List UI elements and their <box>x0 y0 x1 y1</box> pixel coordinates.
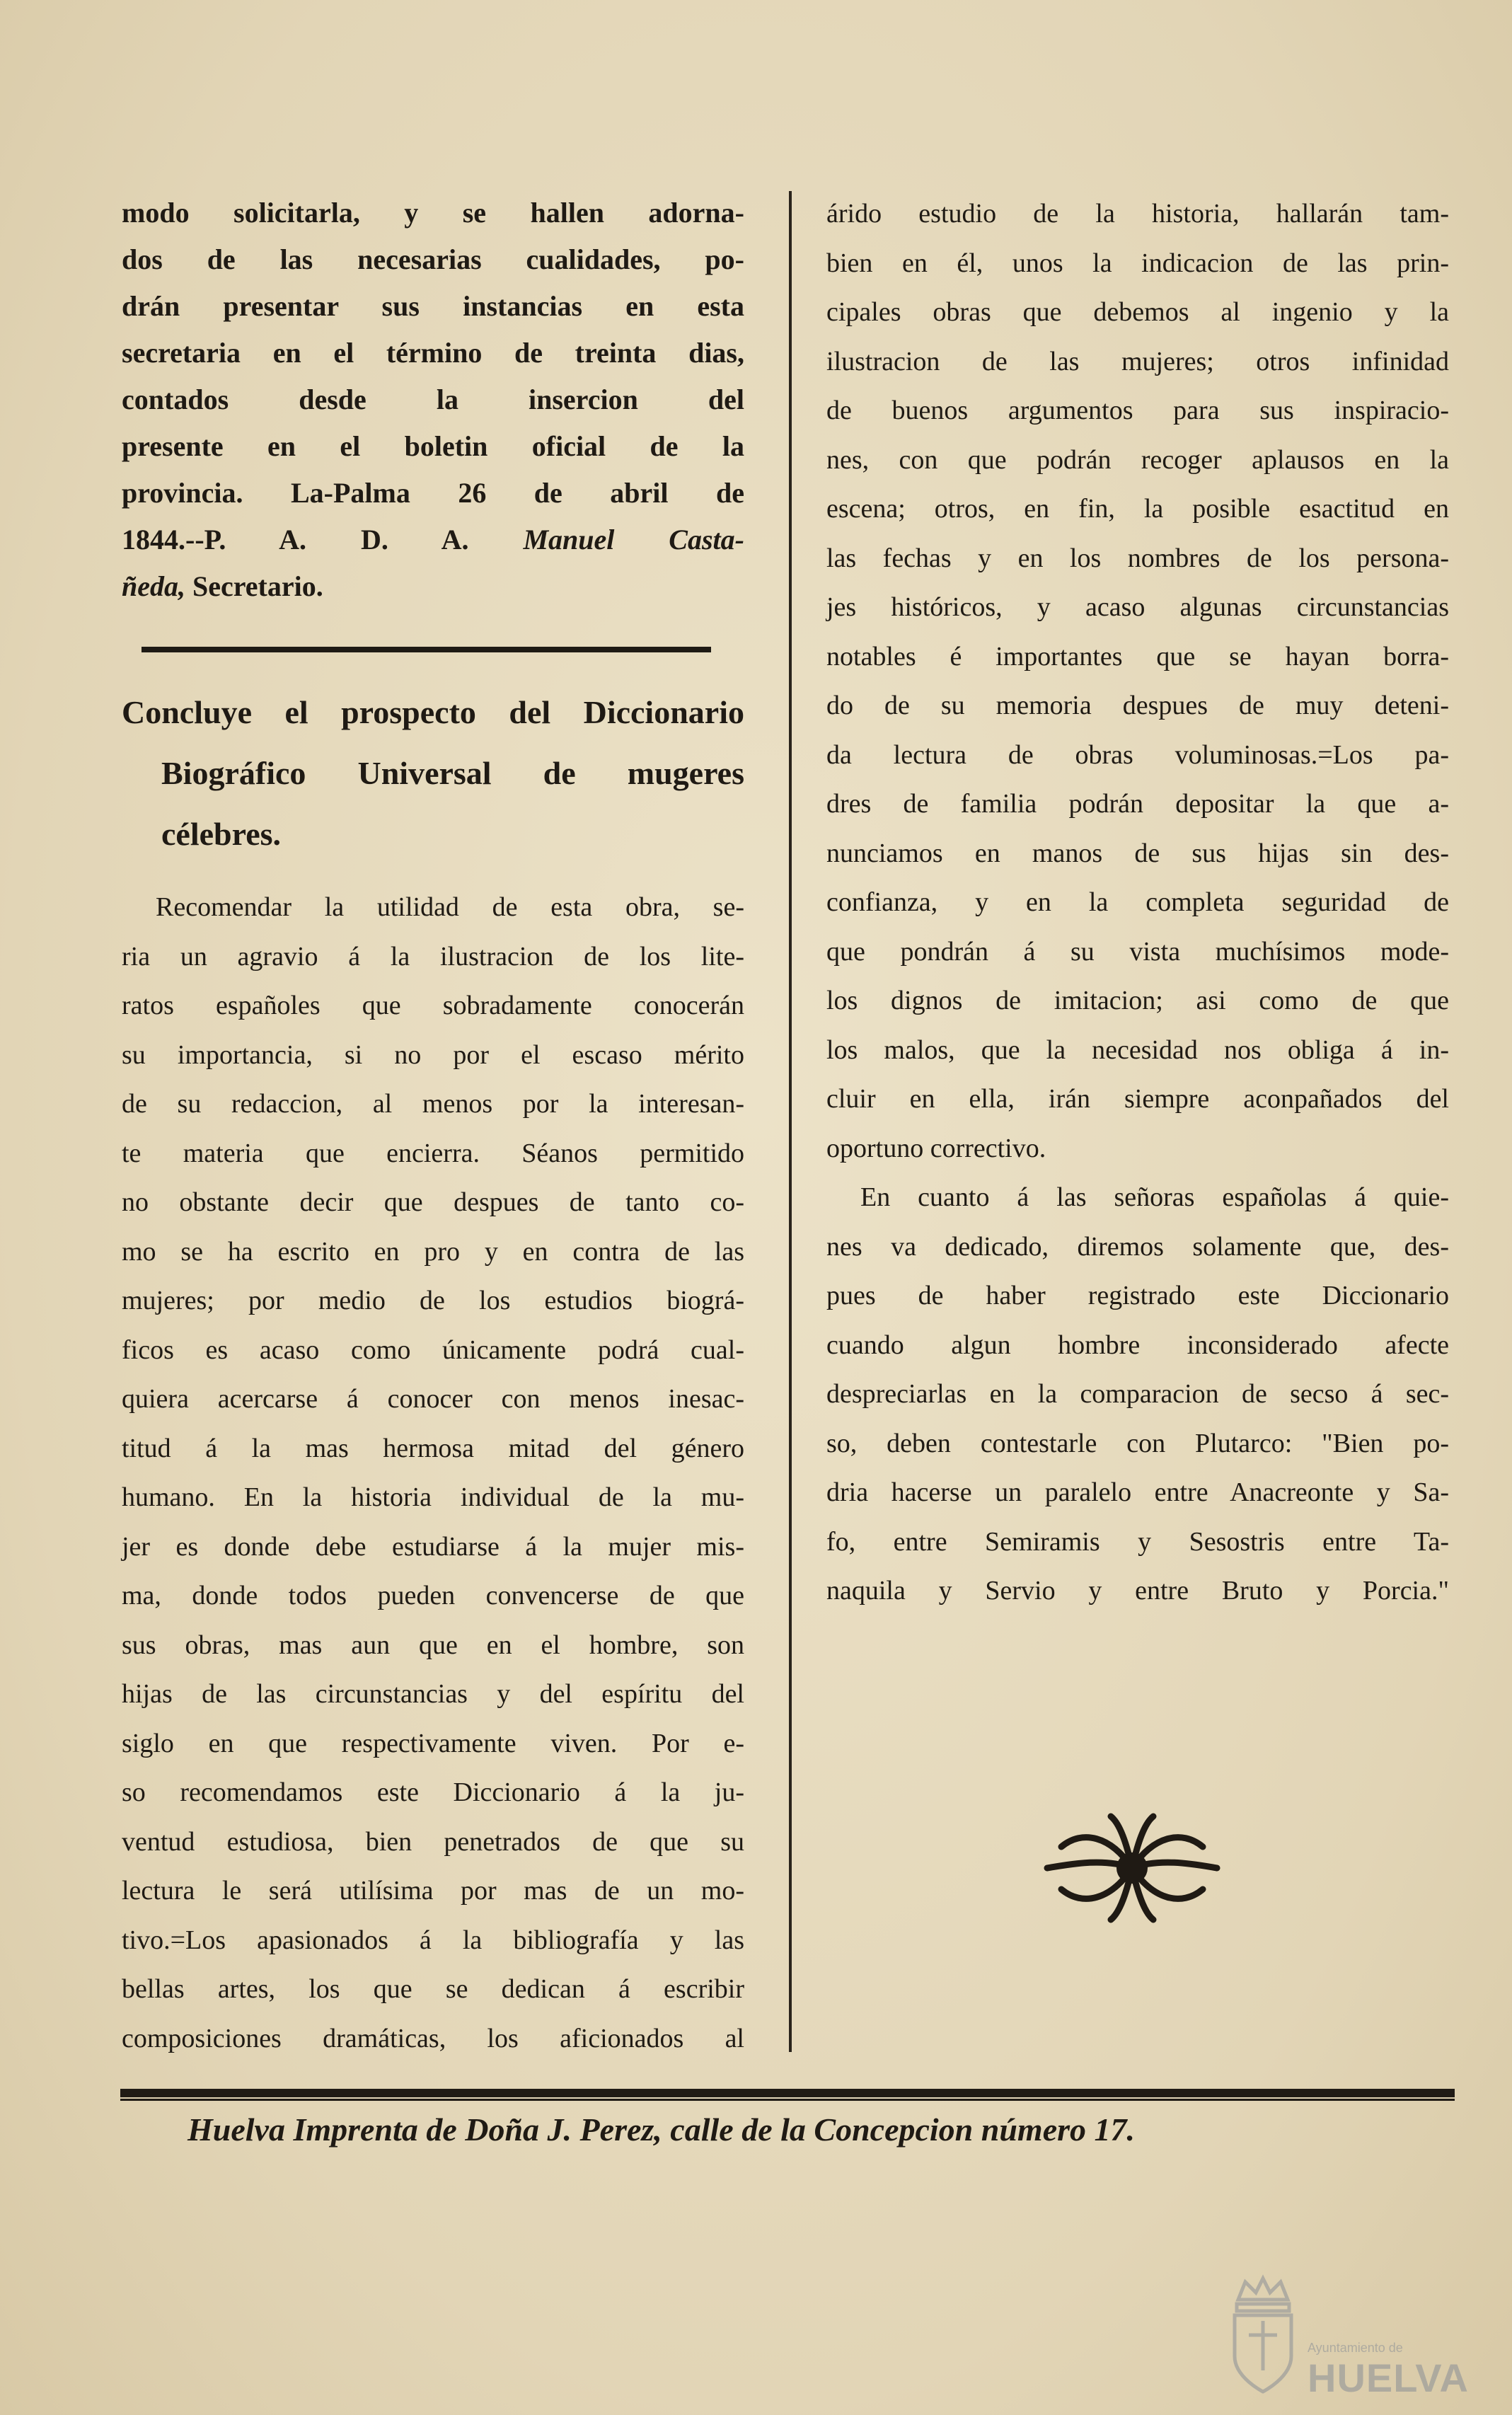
watermark-name: HUELVA <box>1308 2356 1469 2400</box>
article-body-right-p1 <box>826 190 1449 1173</box>
text-line: escena; otros, en fin, la posible esactitud en <box>826 494 1449 524</box>
text-line: notables é importantes que se hayan borra- <box>826 641 1449 672</box>
decorative-ornament-icon <box>1033 1808 1231 1928</box>
text-line: despreciarlas en la comparacion de secso á sec- <box>826 1379 1449 1409</box>
article-body-left <box>122 883 744 2063</box>
text-line: los malos, que la necesidad nos obliga á in- <box>826 1034 1449 1065</box>
text-line: drán presentar sus instancias en esta <box>122 290 744 322</box>
text-line: provincia. La-Palma 26 de abril de <box>122 477 744 509</box>
text-line: da lectura de obras voluminosas.=Los pa- <box>826 739 1449 770</box>
text-line: contados desde la insercion del <box>122 384 744 415</box>
text-line: los dignos de imitacion; asi como de que <box>826 986 1449 1015</box>
text-line: nes va dedicado, diremos solamente que, des- <box>826 1231 1449 1262</box>
text-line: ria un agravio á la ilustracion de los lite- <box>122 941 744 972</box>
column-divider <box>789 191 792 2052</box>
text-line: bellas artes, los que se dedican á escribir <box>122 1974 744 2004</box>
text-line: so, deben contestarle con Plutarco: "Bien po- <box>826 1428 1449 1458</box>
page-number: 17. <box>1094 2111 1136 2148</box>
text-line: te materia que encierra. Séanos permitido <box>122 1138 744 1168</box>
text-line: secretaria en el término de treinta dias, <box>122 337 744 369</box>
text-line: pues de haber registrado este Diccionario <box>826 1281 1449 1310</box>
text-line: dria hacerse un paralelo entre Anacreonte y Sa- <box>826 1477 1449 1507</box>
text-line: nunciamos en manos de sus hijas sin des- <box>826 838 1449 868</box>
text-line: humano. En la historia individual de la mu- <box>122 1482 744 1512</box>
signature-line <box>122 563 744 610</box>
text-line: hijas de las circunstancias y del espíritu del <box>122 1679 744 1709</box>
text-line: las fechas y en los nombres de los persona- <box>826 543 1449 573</box>
title-line: célebres. <box>161 816 282 852</box>
right-column <box>826 190 1449 1616</box>
text-line: ilustracion de las mujeres; otros infinidad <box>826 346 1449 376</box>
text-line: sus obras, mas aun que en el hombre, son <box>122 1630 744 1660</box>
archive-watermark <box>1224 2271 1469 2406</box>
signature-role: Secretario. <box>185 570 323 602</box>
text-line: cuando algun hombre inconsiderado afecte <box>826 1330 1449 1360</box>
title-line: Biográfico Universal de mugeres <box>161 755 744 791</box>
text-line: mujeres; por medio de los estudios biográ- <box>122 1286 744 1315</box>
text-line: no obstante decir que despues de tanto co- <box>122 1187 744 1217</box>
text-line: En cuanto á las señoras españolas á quie- <box>860 1182 1449 1212</box>
text-line: do de su memoria despues de muy deteni- <box>826 691 1449 720</box>
text-line: de su redaccion, al menos por la interesan- <box>122 1089 744 1119</box>
text-line: cipales obras que debemos al ingenio y la <box>826 297 1449 327</box>
left-column <box>122 190 744 2063</box>
text-line: quiera acercarse á conocer con menos inesac- <box>122 1384 744 1414</box>
imprint-text: Huelva Imprenta de Doña J. Perez, calle de la Concepcion número <box>187 2111 1087 2148</box>
text-line: árido estudio de la historia, hallarán tam- <box>826 199 1449 229</box>
text-line: dres de familia podrán depositar la que a- <box>826 789 1449 819</box>
signature-name: ñeda, <box>122 570 185 602</box>
footer-rule <box>120 2089 1455 2097</box>
text-line: jes históricos, y acaso algunas circunstancias <box>826 592 1449 622</box>
watermark-label: Ayuntamiento de <box>1308 2341 1403 2355</box>
text-line: nes, con que podrán recoger aplausos en la <box>826 444 1449 475</box>
text-line: dos de las necesarias cualidades, po- <box>122 243 744 275</box>
section-separator <box>142 647 711 652</box>
text-line: naquila y Servio y entre Bruto y Porcia." <box>826 1576 1449 1606</box>
signature-name: Manuel Casta- <box>523 524 744 555</box>
text-line: jer es donde debe estudiarse á la mujer mis- <box>122 1531 744 1562</box>
title-line: Concluye el prospecto del Diccionario <box>122 694 744 730</box>
text-line: ventud estudiosa, bien penetrados de que su <box>122 1826 744 1857</box>
text-line: presente en el boletin oficial de la <box>122 430 744 462</box>
text-line: so recomendamos este Diccionario á la ju- <box>122 1777 744 1807</box>
text-line: fo, entre Semiramis y Sesostris entre Ta- <box>826 1526 1449 1557</box>
text-line: de buenos argumentos para sus inspiracio- <box>826 396 1449 425</box>
printer-imprint <box>187 2105 1404 2155</box>
signature-prefix: 1844.--P. A. D. A. <box>122 524 524 555</box>
text-line: siglo en que respectivamente viven. Por e- <box>122 1728 744 1758</box>
text-line: ficos es acaso como únicamente podrá cual- <box>122 1335 744 1365</box>
footer-rule-thin <box>120 2099 1455 2101</box>
notice-intro <box>122 190 744 610</box>
text-line: lectura le será utilísima por mas de un mo- <box>122 1876 744 1906</box>
text-line: Recomendar la utilidad de esta obra, se- <box>156 892 744 922</box>
text-line: modo solicitarla, y se hallen adorna- <box>122 197 744 229</box>
text-line: ma, donde todos pueden convencerse de que <box>122 1581 744 1610</box>
article-body-right-p2 <box>826 1173 1449 1616</box>
text-line: confianza, y en la completa seguridad de <box>826 887 1449 917</box>
text-line: titud á la mas hermosa mitad del género <box>122 1433 744 1463</box>
text-line: oportuno correctivo. <box>826 1133 1046 1163</box>
text-line: su importancia, si no por el escaso mérito <box>122 1039 744 1070</box>
text-line: tivo.=Los apasionados á la bibliografía y las <box>122 1925 744 1955</box>
text-line: ratos españoles que sobradamente conocerán <box>122 991 744 1020</box>
coat-of-arms-icon <box>1224 2271 1302 2399</box>
text-line: mo se ha escrito en pro y en contra de las <box>122 1236 744 1267</box>
text-line: composiciones dramáticas, los aficionados al <box>122 2023 744 2053</box>
text-line: cluir en ella, irán siempre aconpañados del <box>826 1084 1449 1114</box>
text-line: bien en él, unos la indicacion de las prin- <box>826 248 1449 278</box>
article-title <box>122 682 744 865</box>
signature-line <box>122 517 744 563</box>
text-line: que pondrán á su vista muchísimos mode- <box>826 936 1449 967</box>
